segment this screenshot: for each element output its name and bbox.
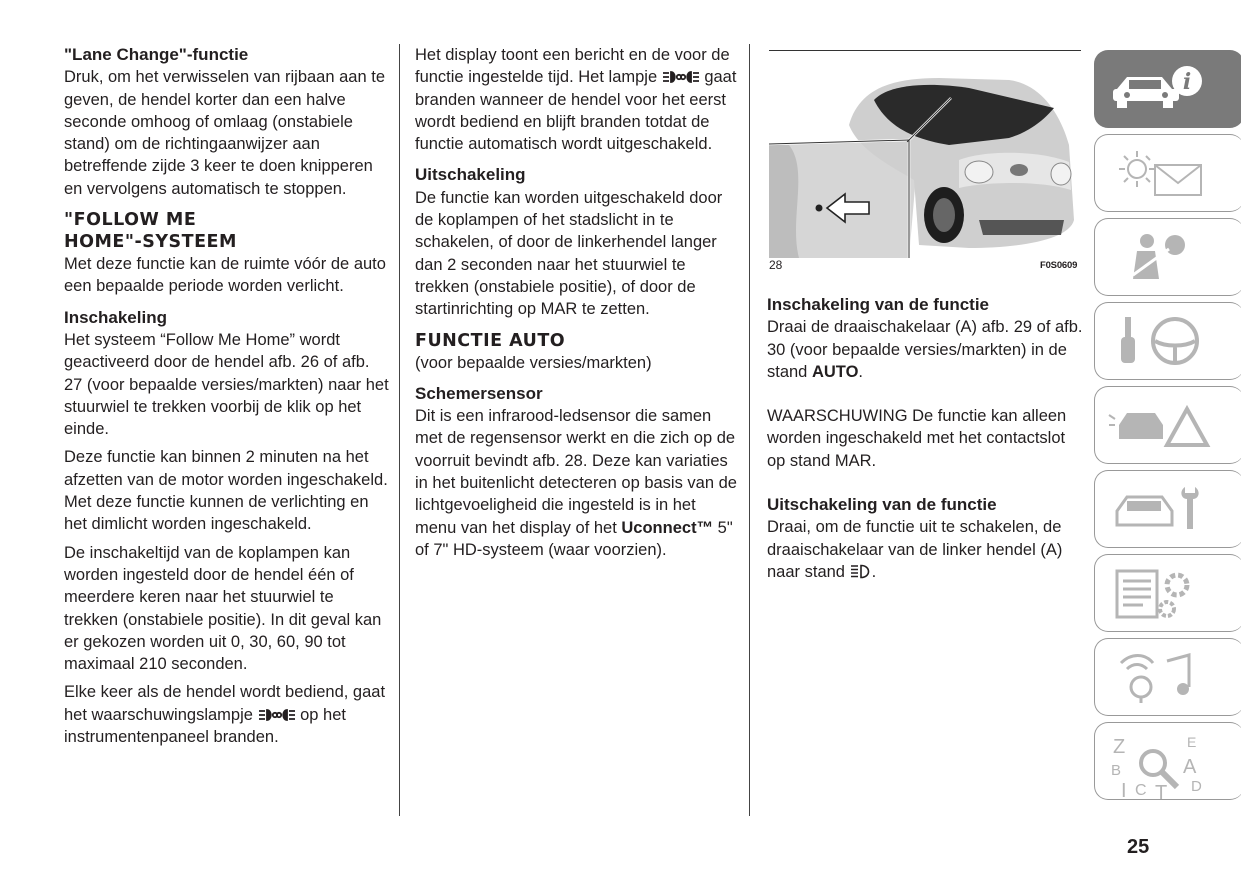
text-part: gaat branden wanneer de hendel voor het eerst wordt bediend en blijft branden totdat de functie automatisch wordt uitgeschakeld.	[415, 68, 737, 154]
key-steering-wheel-icon	[1107, 311, 1217, 371]
alphabet-magnifier-icon	[1107, 731, 1217, 801]
figure-top-rule	[769, 50, 1081, 51]
paragraph-display	[415, 44, 740, 155]
figure-car-sensor	[769, 70, 1081, 258]
paragraph-inschakeling-3: De inschakeltijd van de koplampen kan worden ingesteld door de hendel één of meerdere keren naar het stuurwiel te trekken (onstabiele positie). In dit geval kan er gekozen worden uit 0, 30, 60, 90 tot maximaal 210 seconden.	[64, 543, 382, 674]
text-part: Het display toont een bericht en de voor de functie ingestelde tijd. Het lampje	[415, 46, 730, 87]
text-column-2	[415, 44, 740, 561]
paragraph-uitschakeling: De functie kan worden uitgeschakeld door de koplampen of het stadslicht in te schakelen, of door de linkerhendel langer dan 2 seconden naar het stuurwiel te trekken (onstabiele positie), of door de startinrichting op MAR te zetten.	[415, 188, 723, 319]
tab-multimedia[interactable]	[1094, 638, 1241, 716]
text-part: op het instrumentenpaneel branden.	[64, 705, 346, 747]
heading-follow-me-1: "FOLLOW ME	[64, 210, 197, 231]
paragraph-uitschakeling-functie	[767, 516, 1087, 583]
car-wrench-icon	[1107, 479, 1217, 539]
heading-follow-me-2: HOME"-SYSTEEM	[64, 232, 237, 253]
document-gears-icon	[1107, 563, 1217, 623]
index-letter-d: D	[1191, 778, 1202, 795]
heading-functie-auto: FUNCTIE AUTO	[415, 330, 566, 351]
follow-me-home-lamp-icon	[258, 708, 296, 722]
airbag-seatbelt-icon	[1107, 227, 1217, 287]
text-part: .	[858, 362, 864, 381]
heading-schemersensor: Schemersensor	[415, 383, 543, 403]
figure-number: 28	[769, 258, 783, 272]
index-letter-z: Z	[1113, 736, 1126, 758]
index-letter-b: B	[1111, 762, 1122, 779]
index-letter-a: A	[1183, 756, 1197, 778]
text-part: .	[871, 562, 877, 581]
warning-light-message-icon	[1107, 143, 1217, 203]
paragraph-inschakeling-1: Het systeem “Follow Me Home” wordt geactiveerd door de hendel afb. 26 of afb. 27 (voor bepaalde versies/markten) naar het stuurwiel te trekken voorbij de klik op het einde.	[64, 330, 389, 439]
text-column-3	[767, 294, 1087, 583]
tab-warning-lights[interactable]	[1094, 134, 1241, 212]
heading-uitschakeling: Uitschakeling	[415, 165, 526, 185]
svg-text:i: i	[1182, 69, 1192, 95]
index-letter-t: T	[1155, 782, 1168, 801]
uconnect-bold: Uconnect™	[621, 518, 714, 537]
text-part: Elke keer als de hendel wordt bediend, gaat het waarschuwingslampje	[64, 683, 386, 724]
heading-lane-change: "Lane Change"-functie	[64, 45, 249, 64]
car-info-icon	[1107, 59, 1217, 119]
index-letter-i: I	[1121, 780, 1127, 801]
heading-inschakeling: Inschakeling	[64, 307, 167, 327]
paragraph-warning: WAARSCHUWING De functie kan alleen worden ingeschakeld met het contactslot op stand MAR.	[767, 407, 1067, 470]
text-part: Dit is een infrarood-ledsensor die samen met de regensensor werkt en die zich op de voorruit bevindt afb. 28. Deze kan variaties in het buitenlicht detecteren op basis van de lichtgevoeligheid die ingesteld is in het menu van het display of het	[415, 407, 737, 537]
car-warning-triangle-icon	[1107, 395, 1217, 455]
text-part: 5" of 7" HD-systeem (waar voorzien).	[415, 518, 733, 559]
figure-code: F0S0609	[1040, 260, 1078, 271]
paragraph-functie-auto: (voor bepaalde versies/markten)	[415, 353, 652, 372]
text-part: Draai, om de functie uit te schakelen, de draaischakelaar van de linker hendel (A) naar stand	[767, 518, 1063, 581]
paragraph-inschakeling-4	[64, 681, 389, 748]
page-number: 25	[1127, 836, 1150, 858]
auto-bold: AUTO	[811, 362, 859, 381]
car-illustration	[769, 70, 1081, 258]
tab-index[interactable]	[1094, 722, 1241, 800]
paragraph-inschakeling-2: Deze functie kan binnen 2 minuten na het afzetten van de motor worden ingeschakeld. Met deze functie kunnen de verlichting en het dimlicht worden ingeschakeld.	[64, 448, 388, 534]
paragraph-follow-me: Met deze functie kan de ruimte vóór de auto een bepaalde periode worden verlicht.	[64, 255, 386, 296]
text-part: Draai de draaischakelaar (A) afb. 29 of afb. 30 (voor bepaalde versies/markten) in de stand	[767, 318, 1083, 381]
tab-safety[interactable]	[1094, 218, 1241, 296]
paragraph-lane-change: Druk, om het verwisselen van rijbaan aan te geven, de hendel korter dan een halve seconde omhoog of omlaag (onstabiele stand) om de richtingaanwijzer aan betreffende zijde 3 keer te doen knipperen en vervolgens automatisch te stoppen.	[64, 68, 385, 198]
heading-inschakeling-functie: Inschakeling van de functie	[767, 295, 990, 314]
tab-maintenance[interactable]	[1094, 470, 1241, 548]
index-letter-c: C	[1135, 782, 1147, 799]
column-divider	[399, 44, 400, 816]
text-column-1	[64, 44, 389, 748]
tab-starting-driving[interactable]	[1094, 302, 1241, 380]
index-letter-e: E	[1187, 734, 1197, 750]
heading-uitschakeling-functie: Uitschakeling van de functie	[767, 495, 997, 515]
paragraph-schemersensor	[415, 405, 740, 561]
column-divider	[749, 44, 750, 816]
tab-emergency[interactable]	[1094, 386, 1241, 464]
multimedia-note-icon	[1107, 647, 1217, 707]
low-beam-icon	[850, 564, 872, 579]
paragraph-inschakeling-functie	[767, 316, 1087, 383]
follow-me-home-lamp-icon	[662, 70, 700, 84]
tab-technical-data[interactable]	[1094, 554, 1241, 632]
tab-vehicle-info[interactable]	[1094, 50, 1241, 128]
